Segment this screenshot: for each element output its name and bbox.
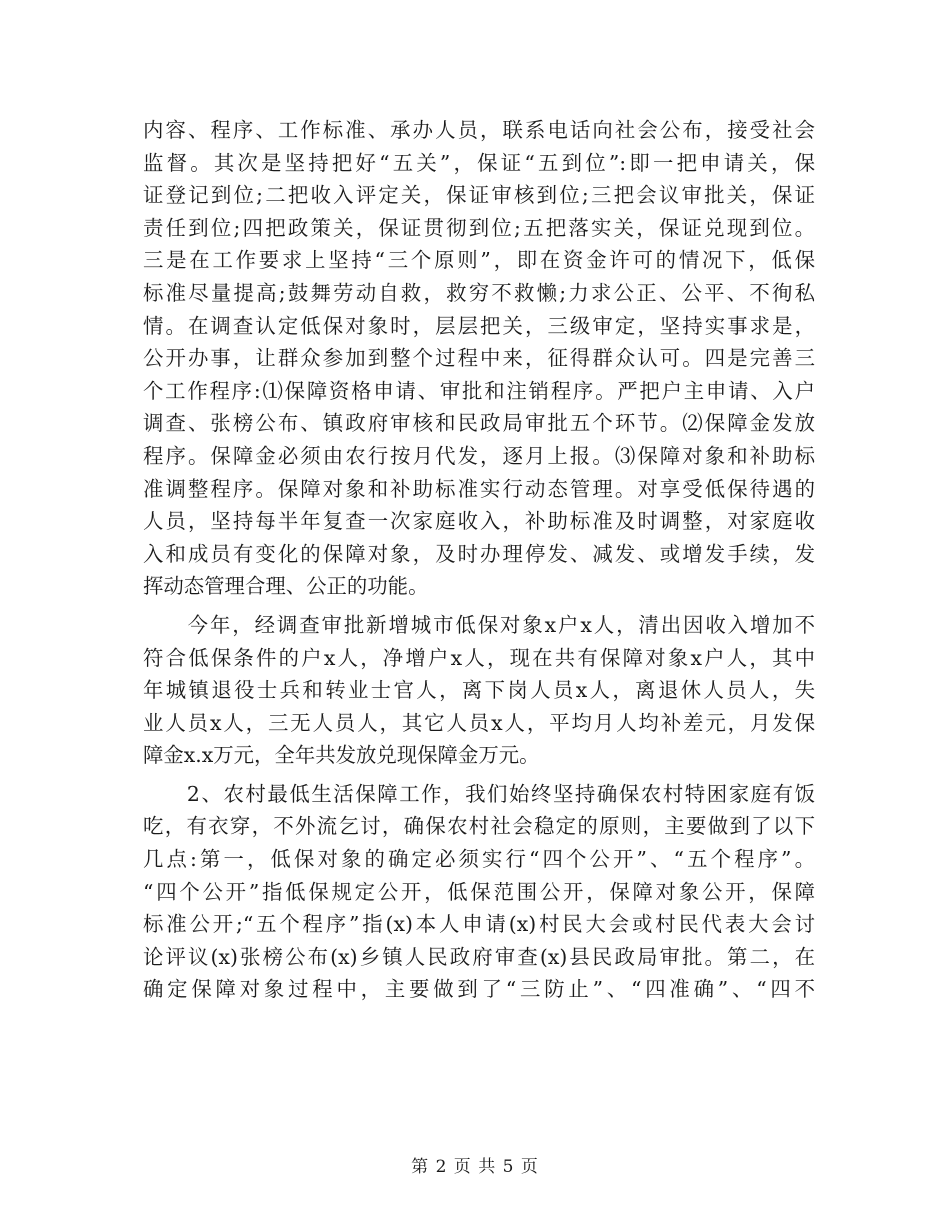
text-line: 标准公开;“五个程序”指(x)本人申请(x)村民大会或村民代表大会讨 (143, 912, 815, 937)
paragraph-1 (143, 114, 815, 603)
text-line: 责任到位;四把政策关，保证贯彻到位;五把落实关，保证兑现到位。 (143, 215, 815, 240)
text-line: 三是在工作要求上坚持“三个原则”，即在资金许可的情况下，低保 (143, 248, 815, 273)
paragraph-2 (143, 609, 815, 772)
body-text (143, 114, 815, 1006)
text-line: “四个公开”指低保规定公开，低保范围公开，保障对象公开，保障 (143, 879, 815, 904)
text-line: 个工作程序:⑴保障资格申请、审批和注销程序。严把户主申请、入户 (143, 378, 815, 403)
text-line: 标准尽量提高;鼓舞劳动自救，救穷不救懒;力求公正、公平、不徇私 (143, 280, 815, 305)
text-line: 业人员x人，三无人员人，其它人员x人，平均月人均补差元，月发保 (143, 710, 815, 735)
text-line: 内容、程序、工作标准、承办人员，联系电话向社会公布，接受社会 (143, 118, 815, 142)
text-line: 今年，经调查审批新增城市低保对象x户x人，清出因收入增加不 (143, 612, 815, 637)
text-line: 挥动态管理合理、公正的功能。 (143, 574, 429, 599)
text-line: 准调整程序。保障对象和补助标准实行动态管理。对享受低保待遇的 (143, 476, 815, 501)
text-line: 人员，坚持每半年复查一次家庭收入，补助标准及时调整，对家庭收 (143, 509, 815, 534)
text-line: 证登记到位;二把收入评定关，保证审核到位;三把会议审批关，保证 (143, 183, 815, 208)
text-line: 2、农村最低生活保障工作，我们始终坚持确保农村特困家庭有饭 (143, 781, 815, 806)
text-line: 监督。其次是坚持把好“五关”，保证“五到位”:即一把申请关，保 (143, 150, 815, 175)
paragraph-3 (143, 778, 815, 1006)
page-number: 第 2 页 共 5 页 (411, 1157, 539, 1177)
text-line: 论评议(x)张榜公布(x)乡镇人民政府审查(x)县民政局审批。第二，在 (143, 944, 815, 969)
text-line: 障金x.x万元，全年共发放兑现保障金万元。 (143, 743, 540, 768)
text-line: 情。在调查认定低保对象时，层层把关，三级审定，坚持实事求是， (143, 313, 815, 338)
text-line: 年城镇退役士兵和转业士官人，离下岗人员x人，离退休人员人，失 (143, 678, 815, 703)
text-line: 程序。保障金必须由农行按月代发，逐月上报。⑶保障对象和补助标 (143, 443, 815, 468)
text-line: 吃，有衣穿，不外流乞讨，确保农村社会稳定的原则，主要做到了以下 (143, 814, 815, 839)
text-line: 公开办事，让群众参加到整个过程中来，征得群众认可。四是完善三 (143, 346, 815, 371)
text-line: 确定保障对象过程中，主要做到了“三防止”、“四准确”、“四不 (143, 977, 815, 1002)
text-line: 调查、张榜公布、镇政府审核和民政局审批五个环节。⑵保障金发放 (143, 411, 815, 436)
text-line: 几点:第一，低保对象的确定必须实行“四个公开”、“五个程序”。 (143, 847, 815, 872)
text-line: 入和成员有变化的保障对象，及时办理停发、减发、或增发手续，发 (143, 541, 815, 566)
text-line: 符合低保条件的户x人，净增户x人，现在共有保障对象x户人，其中 (143, 645, 815, 670)
